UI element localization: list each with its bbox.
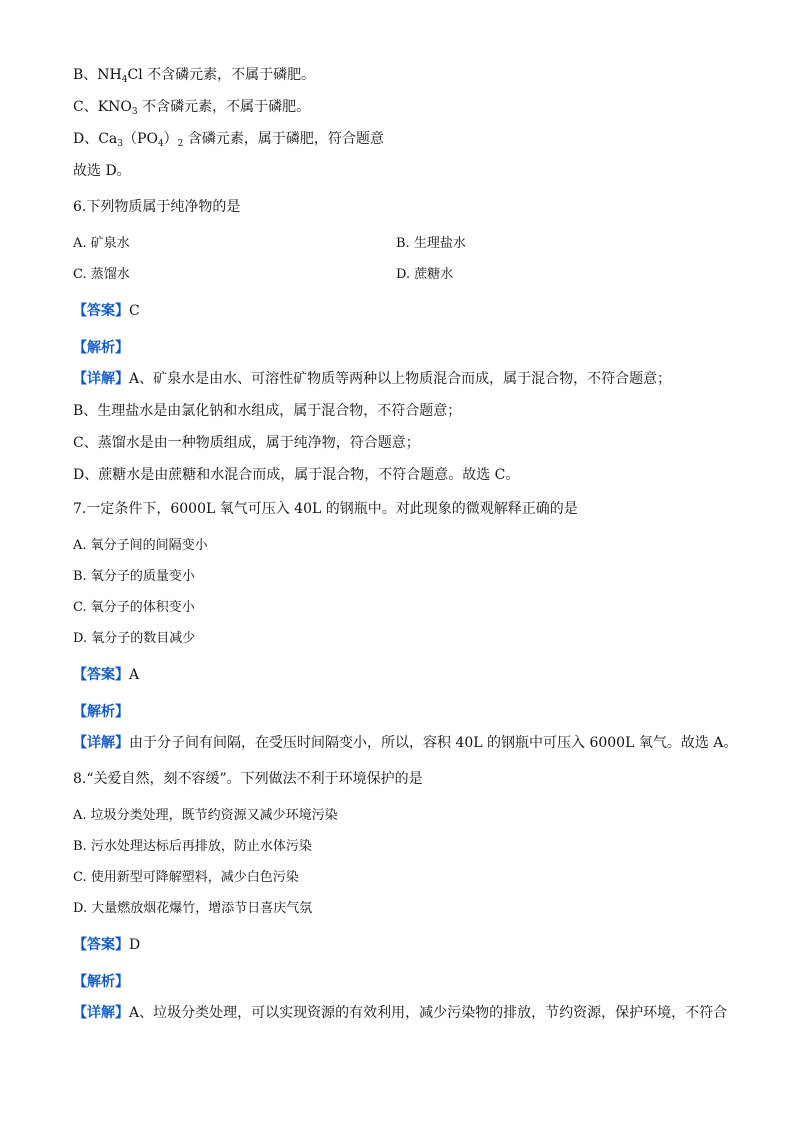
subscript: 4 xyxy=(157,139,164,149)
prev-explanation-b xyxy=(73,66,315,84)
prev-explanation-d xyxy=(73,130,384,148)
detail-tag: 【详解】 xyxy=(73,371,129,387)
subscript: 4 xyxy=(121,75,128,85)
q6-option-b: B. 生理盐水 xyxy=(396,236,466,251)
q8-stem: 8.“关爱自然，刻不容缓”。下列做法不利于环境保护的是 xyxy=(73,771,423,787)
q7-option-c: C. 氧分子的体积变小 xyxy=(73,600,195,615)
text: C、KNO xyxy=(73,99,132,115)
q6-answer xyxy=(73,302,140,320)
text: ） xyxy=(163,131,178,147)
q6-option-c: C. 蒸馏水 xyxy=(73,267,130,282)
q6-detail-line-1 xyxy=(73,370,671,388)
q8-answer xyxy=(73,936,140,954)
detail-text: A、垃圾分类处理，可以实现资源的有效利用，减少污染物的排放，节约资源，保护环境，不符合 xyxy=(129,1005,728,1021)
detail-text: 由于分子间有间隔，在受压时间隔变小，所以，容积 40L 的钢瓶中可压入 6000L 氧气。故选 A。 xyxy=(129,735,738,751)
q8-option-d: D. 大量燃放烟花爆竹，增添节日喜庆气氛 xyxy=(73,901,313,916)
text: B、NH xyxy=(73,67,122,83)
detail-tag: 【详解】 xyxy=(73,1005,129,1021)
text: 含磷元素，属于磷肥，符合题意 xyxy=(183,131,384,147)
q8-option-b: B. 污水处理达标后再排放，防止水体污染 xyxy=(73,839,312,854)
text: D、Ca xyxy=(73,131,118,147)
detail-text: A、矿泉水是由水、可溶性矿物质等两种以上物质混合而成，属于混合物，不符合题意； xyxy=(129,371,672,387)
answer-value: C xyxy=(129,303,140,319)
answer-tag: 【答案】 xyxy=(73,303,129,319)
q6-detail-line-4: D、蔗糖水是由蔗糖和水混合而成，属于混合物，不符合题意。故选 C。 xyxy=(73,467,520,483)
q6-detail-line-2: B、生理盐水是由氯化钠和水组成，属于混合物，不符合题意； xyxy=(73,403,462,419)
analysis-tag: 【解析】 xyxy=(73,704,129,720)
prev-conclusion: 故选 D。 xyxy=(73,163,131,179)
subscript: 3 xyxy=(117,139,124,149)
q8-option-a: A. 垃圾分类处理，既节约资源又减少环境污染 xyxy=(73,808,338,823)
q7-analysis-heading xyxy=(73,703,129,721)
q7-option-d: D. 氧分子的数目减少 xyxy=(73,631,196,646)
analysis-tag: 【解析】 xyxy=(73,340,129,356)
q7-option-b: B. 氧分子的质量变小 xyxy=(73,569,195,584)
text: 不含磷元素，不属于磷肥。 xyxy=(137,99,311,115)
q7-answer xyxy=(73,666,139,684)
q6-stem: 6.下列物质属于纯净物的是 xyxy=(73,199,241,215)
q7-stem: 7.一定条件下，6000L 氧气可压入 40L 的钢瓶中。对此现象的微观解释正确的是 xyxy=(73,501,578,517)
answer-tag: 【答案】 xyxy=(73,667,129,683)
text: （PO xyxy=(123,131,158,147)
prev-explanation-c xyxy=(73,98,310,116)
q8-option-c: C. 使用新型可降解塑料，减少白色污染 xyxy=(73,870,299,885)
q8-analysis-heading xyxy=(73,973,129,991)
q6-analysis-heading xyxy=(73,339,129,357)
text: Cl 不含磷元素，不属于磷肥。 xyxy=(127,67,316,83)
analysis-tag: 【解析】 xyxy=(73,974,129,990)
subscript: 2 xyxy=(177,139,184,149)
subscript: 3 xyxy=(131,107,138,117)
q6-detail-line-3: C、蒸馏水是由一种物质组成，属于纯净物，符合题意； xyxy=(73,435,420,451)
q6-option-a: A. 矿泉水 xyxy=(73,236,130,251)
q7-option-a: A. 氧分子间的间隔变小 xyxy=(73,538,208,553)
q6-option-d: D. 蔗糖水 xyxy=(396,267,454,282)
q8-detail xyxy=(73,1004,727,1022)
answer-value: D xyxy=(129,937,141,953)
answer-tag: 【答案】 xyxy=(73,937,129,953)
q7-detail xyxy=(73,734,737,752)
answer-value: A xyxy=(129,667,140,683)
detail-tag: 【详解】 xyxy=(73,735,129,751)
